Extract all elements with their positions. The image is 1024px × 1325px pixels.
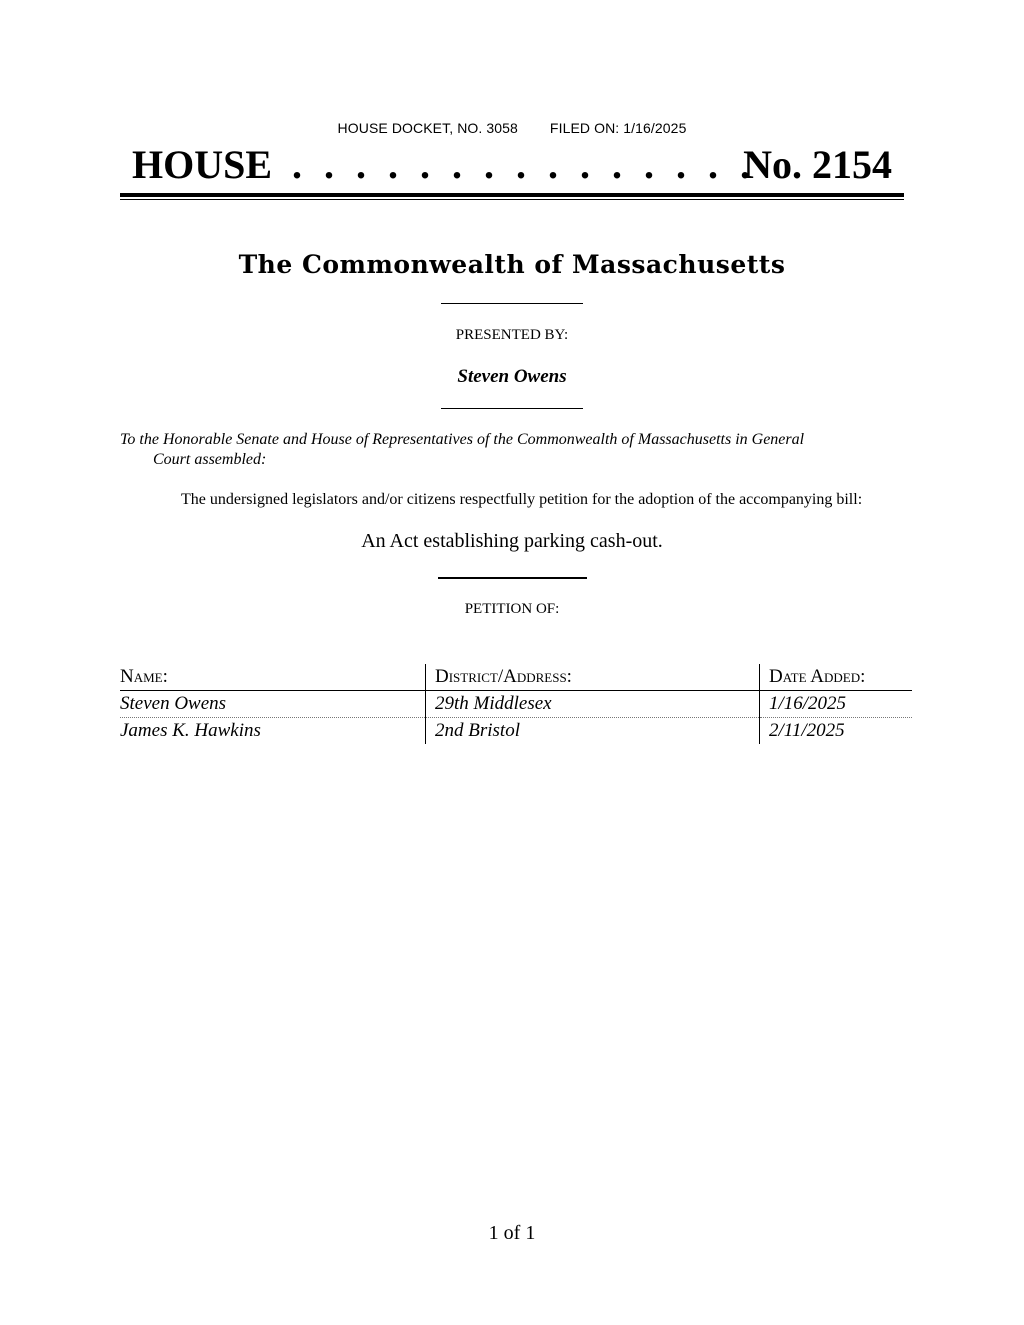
- divider: [441, 408, 583, 409]
- sponsor-district: 29th Middlesex: [426, 691, 760, 718]
- petition-of-label: PETITION OF:: [464, 601, 560, 617]
- chamber-label: HOUSE: [132, 142, 273, 187]
- table-row: [120, 718, 912, 745]
- address-line-2: Court assembled:: [153, 451, 267, 468]
- divider: [441, 303, 583, 304]
- sponsor-name: James K. Hawkins: [120, 720, 261, 741]
- filed-date: FILED ON: 1/16/2025: [549, 120, 687, 136]
- act-title: An Act establishing parking cash-out.: [361, 530, 663, 552]
- table-header-row: [120, 664, 912, 691]
- presented-by-label: PRESENTED BY:: [455, 327, 569, 343]
- petition-text: The undersigned legislators and/or citizens respectfully petition for the adoption of the accompanying bill:: [181, 491, 863, 508]
- docket-line: [0, 120, 1024, 136]
- presenter-name: Steven Owens: [457, 366, 567, 387]
- divider: [438, 577, 587, 579]
- address-to-court: [120, 430, 880, 470]
- heading-rule-thin: [120, 199, 904, 200]
- sponsor-table: [120, 664, 912, 744]
- leader-dots: . . . . . . . . . . . . . . .: [292, 142, 756, 187]
- sponsor-district: 2nd Bristol: [426, 718, 760, 745]
- table-row: [120, 691, 912, 718]
- column-header-date: Date Added:: [760, 664, 913, 691]
- sponsor-name: Steven Owens: [120, 691, 426, 718]
- sponsor-date: 2/11/2025: [760, 718, 913, 745]
- bill-heading: [132, 140, 892, 190]
- column-header-district: District/Address:: [426, 664, 760, 691]
- bill-number: No. 2154: [743, 142, 892, 187]
- address-line-1: To the Honorable Senate and House of Representatives of the Commonwealth of Massachusetts in General: [120, 431, 805, 448]
- sponsor-date: 1/16/2025: [760, 691, 913, 718]
- page-number: 1 of 1: [488, 1222, 536, 1244]
- column-header-name: Name:: [120, 664, 426, 691]
- heading-rule-thick: [120, 193, 904, 197]
- docket-number: HOUSE DOCKET, NO. 3058: [337, 120, 518, 136]
- commonwealth-title: The Commonwealth of Massachusetts: [238, 250, 786, 279]
